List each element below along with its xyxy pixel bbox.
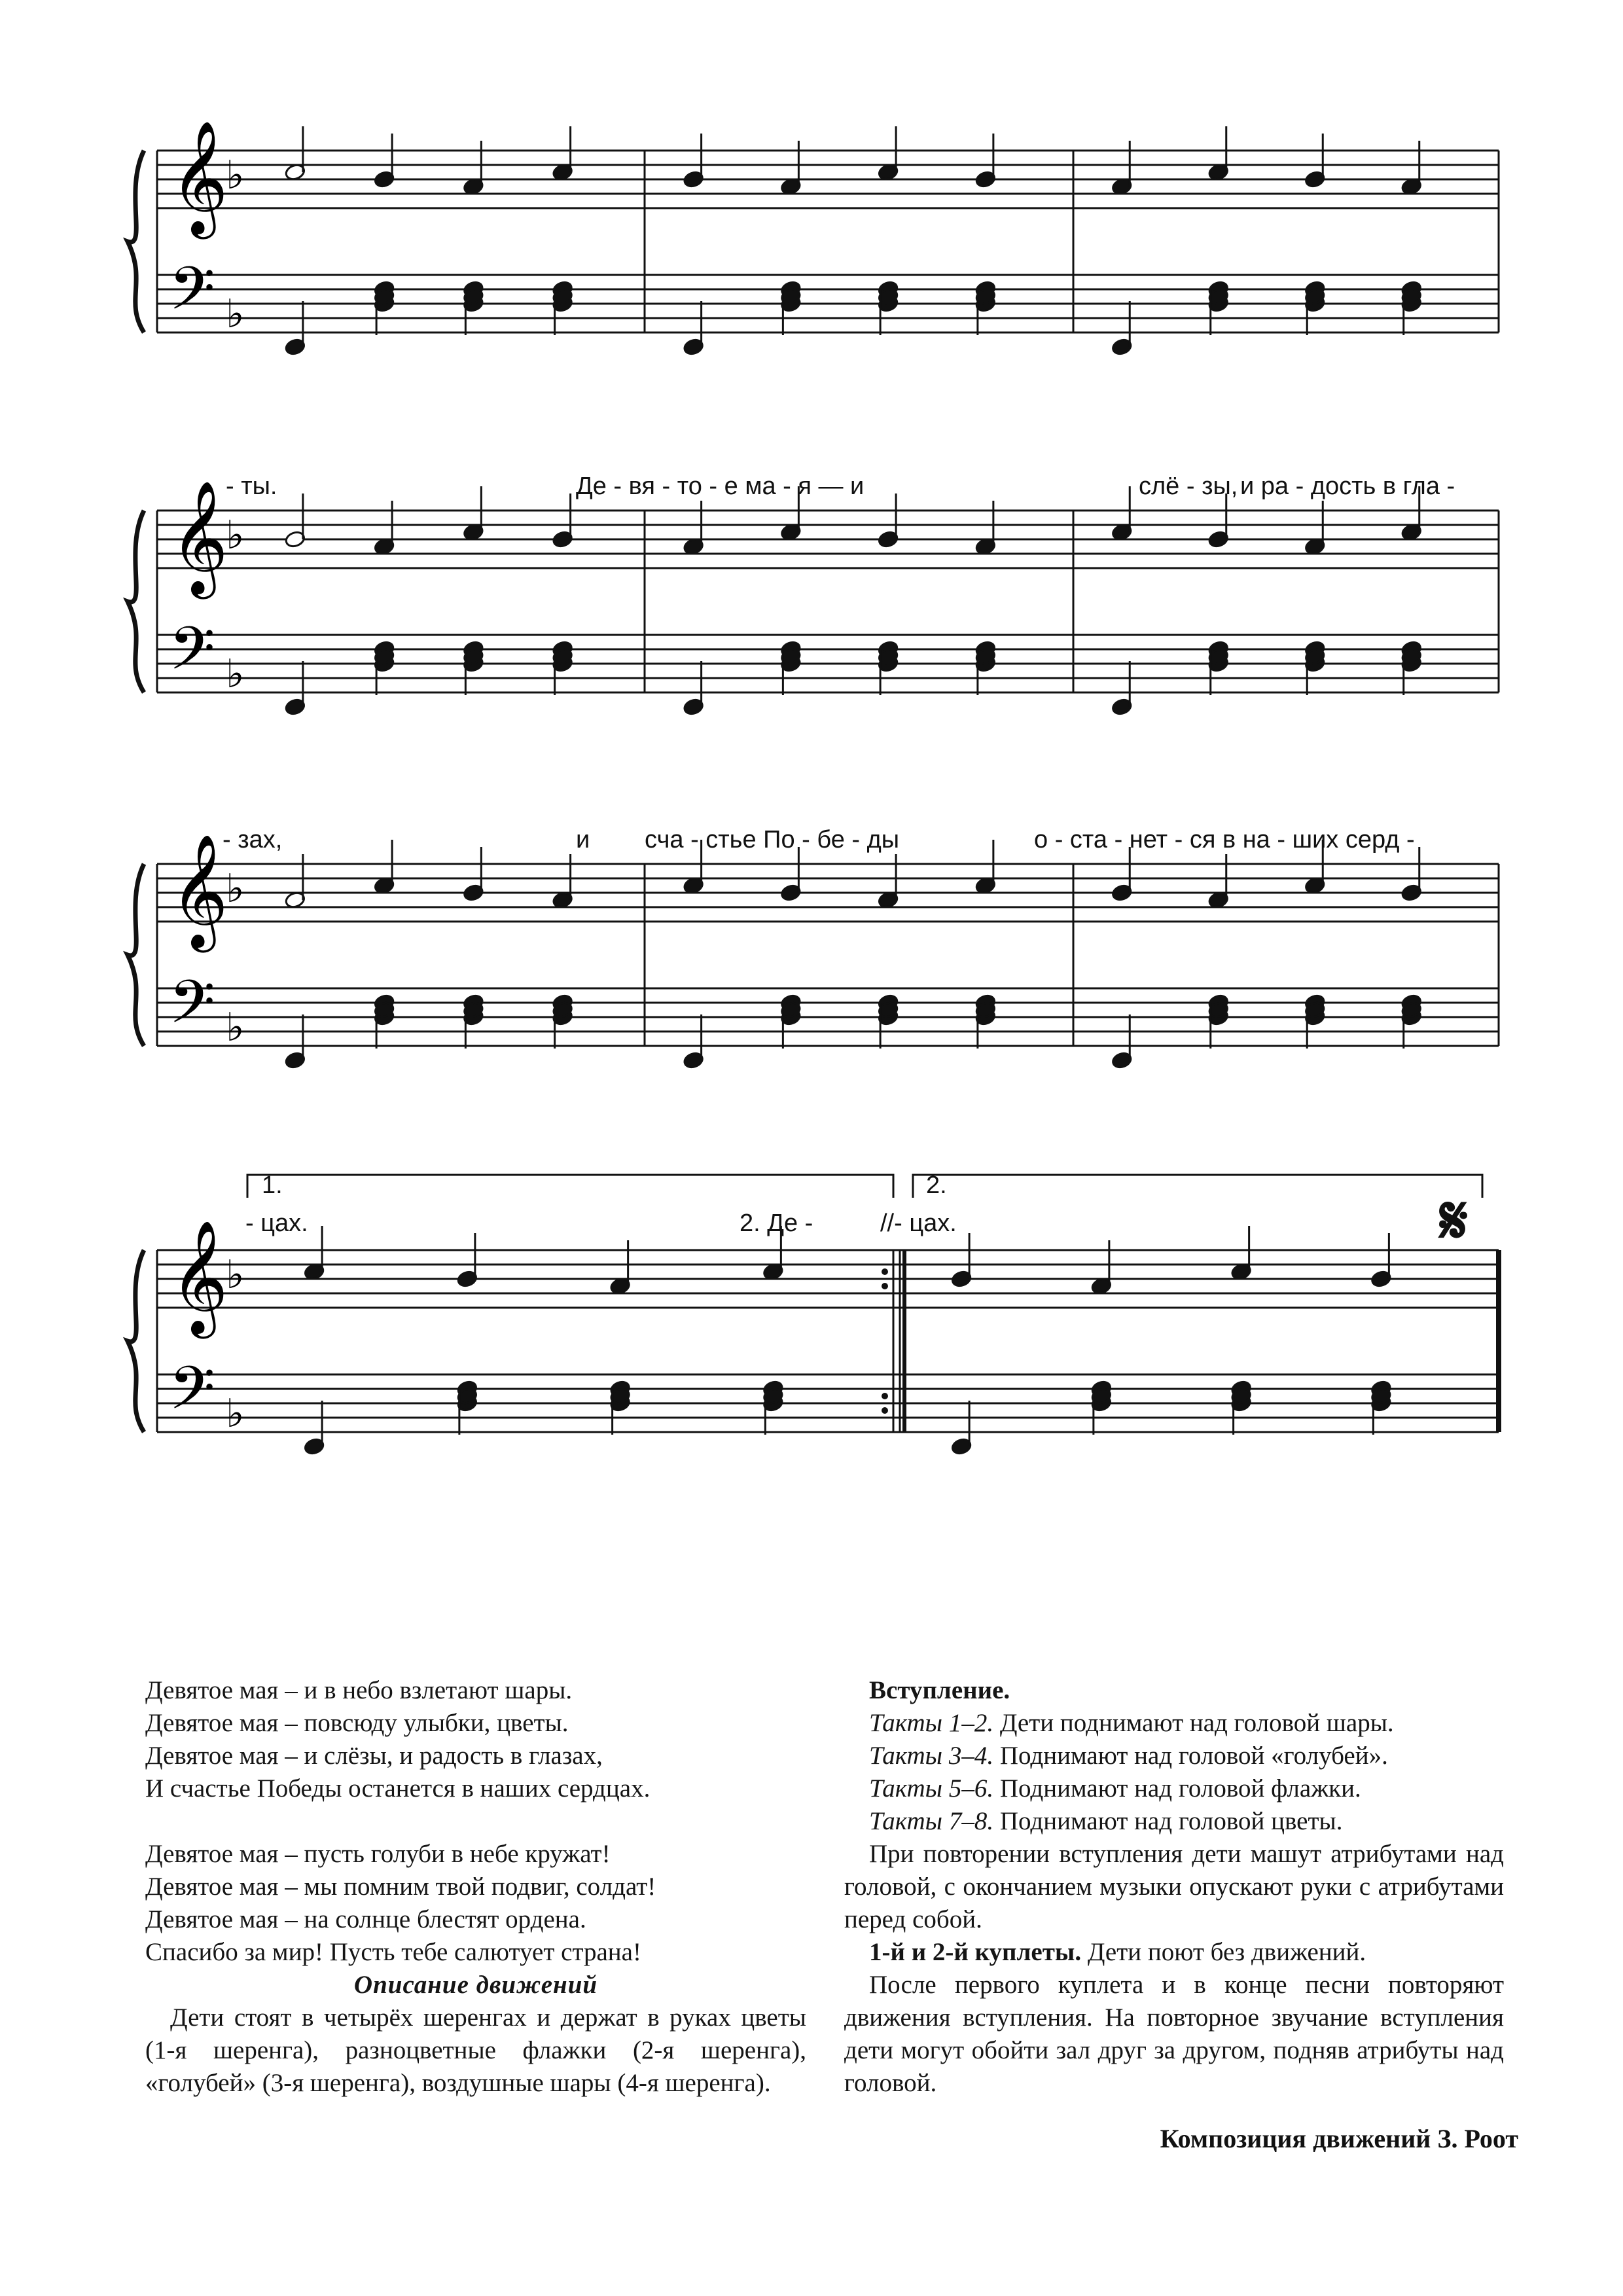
- lyrics-system3-b: и: [576, 826, 590, 853]
- flat-icon: ♭: [226, 291, 245, 337]
- credit: Композиция движений З. Роот: [1160, 2124, 1518, 2153]
- lyrics-system2-c: слё - зы,: [1139, 473, 1238, 500]
- poem-line: Девятое мая – пусть голуби в небе кружат!: [145, 1840, 611, 1868]
- segno-icon: 𝄋: [1440, 1181, 1468, 1259]
- brace: [128, 864, 144, 1046]
- volta-2-bracket: [913, 1175, 1482, 1198]
- bars-1-2-text: Дети поднимают над головой шары.: [993, 1709, 1394, 1737]
- repeat-dot: [882, 1283, 888, 1289]
- brace: [128, 151, 144, 332]
- movements-description: [145, 1969, 806, 2100]
- intro-bars-3-4: [844, 1740, 1504, 1772]
- poem-line: И счастье Победы останется в наших сердцах.: [145, 1774, 651, 1803]
- repeat-dot: [882, 1268, 888, 1275]
- treble-clef-icon: 𝄞: [170, 1220, 228, 1334]
- brace: [128, 1250, 144, 1432]
- bars-7-8-text: Поднимают над головой цветы.: [993, 1807, 1343, 1835]
- intro-bars-7-8: [844, 1805, 1504, 1838]
- poem-line: Девятое мая – повсюду улыбки, цветы.: [145, 1709, 569, 1737]
- intro-bars-5-6: [844, 1772, 1504, 1805]
- bass-clef-icon: 𝄢: [169, 1354, 215, 1437]
- treble-clef-icon: 𝄞: [170, 120, 228, 234]
- lyrics-system4-c: //- цах.: [880, 1210, 957, 1237]
- bars-7-8-label: Такты 7–8.: [869, 1807, 994, 1835]
- flat-icon: ♭: [226, 512, 245, 558]
- lyrics-system2-d: и ра - дость в гла -: [1240, 473, 1455, 500]
- flat-icon: ♭: [226, 1005, 245, 1050]
- lyrics-system3-a: - зах,: [223, 826, 283, 853]
- bars-3-4-label: Такты 3–4.: [869, 1742, 994, 1770]
- bars-5-6-label: Такты 5–6.: [869, 1774, 994, 1803]
- treble-clef-icon: 𝄞: [170, 834, 228, 948]
- volta-1-bracket: [247, 1175, 893, 1198]
- brace: [128, 511, 144, 692]
- flat-icon: ♭: [226, 651, 245, 697]
- intro-instructions: [844, 1674, 1504, 2100]
- lyrics-system2-a: - ты.: [226, 473, 277, 500]
- volta-2-label: 2.: [926, 1172, 947, 1199]
- movements-heading: Описание движений: [353, 1971, 598, 1999]
- lyrics-system4-a: - цах.: [245, 1210, 308, 1237]
- lyrics-system2-b: Де - вя - то - е ма - я — и: [576, 473, 865, 500]
- bass-clef-icon: 𝄢: [169, 967, 215, 1051]
- flat-icon: ♭: [226, 1252, 245, 1298]
- intro-heading: Вступление.: [869, 1676, 1010, 1704]
- intro-verses: [844, 1936, 1504, 1969]
- poem-line: Девятое мая – и в небо взлетают шары.: [145, 1676, 573, 1704]
- repeat-dot: [882, 1393, 888, 1399]
- poem-line: Девятое мая – и слёзы, и радость в глазах,: [145, 1742, 603, 1770]
- poem-line: Девятое мая – мы помним твой подвиг, солдат!: [145, 1873, 656, 1901]
- bass-clef-icon: 𝄢: [169, 614, 215, 698]
- bars-1-2-label: Такты 1–2.: [869, 1709, 994, 1737]
- flat-icon: ♭: [226, 866, 245, 912]
- volta-1-label: 1.: [262, 1172, 283, 1199]
- flat-icon: ♭: [226, 1391, 245, 1437]
- treble-clef-icon: 𝄞: [170, 480, 228, 594]
- bars-3-4-text: Поднимают над головой «голубей».: [993, 1742, 1388, 1770]
- bars-5-6-text: Поднимают над головой флажки.: [993, 1774, 1361, 1803]
- poem-line: Спасибо за мир! Пусть тебе салютует страна!: [145, 1938, 641, 1966]
- poem-stanza-1: [145, 1674, 852, 1805]
- lyrics-system3-d: о - ста - нет - ся в на - ших серд -: [1034, 826, 1415, 853]
- lyrics-system3-c: сча - стье По - бе - ды: [645, 826, 900, 853]
- poem-stanza-2: [145, 1838, 852, 1969]
- verses-label: 1-й и 2-й куплеты.: [869, 1938, 1082, 1966]
- intro-after: После первого куплета и в конце песни повторяют движения вступления. На повторное звучание вступления дети могут обойти зал друг за другом, подняв атрибуты над головой.: [844, 1971, 1504, 2097]
- repeat-dot: [882, 1407, 888, 1414]
- lyrics-system4-b: 2. Де -: [740, 1210, 813, 1237]
- intro-repeat: При повторении вступления дети машут атрибутами над головой, с окончанием музыки опускают руки с атрибутами перед собой.: [844, 1840, 1504, 1933]
- movements-paragraph: Дети стоят в четырёх шеренгах и держат в руках цветы (1-я шеренга), разноцветные флажки (2-я шеренга), «голубей» (3-я шеренга), воздушные шары (4-я шеренга).: [145, 2003, 806, 2097]
- poem: [145, 1674, 852, 2001]
- flat-icon: ♭: [226, 152, 245, 198]
- bass-clef-icon: 𝄢: [169, 254, 215, 338]
- intro-bars-1-2: [844, 1707, 1504, 1740]
- poem-line: Девятое мая – на солнце блестят ордена.: [145, 1905, 586, 1933]
- verses-text: Дети поют без движений.: [1081, 1938, 1366, 1966]
